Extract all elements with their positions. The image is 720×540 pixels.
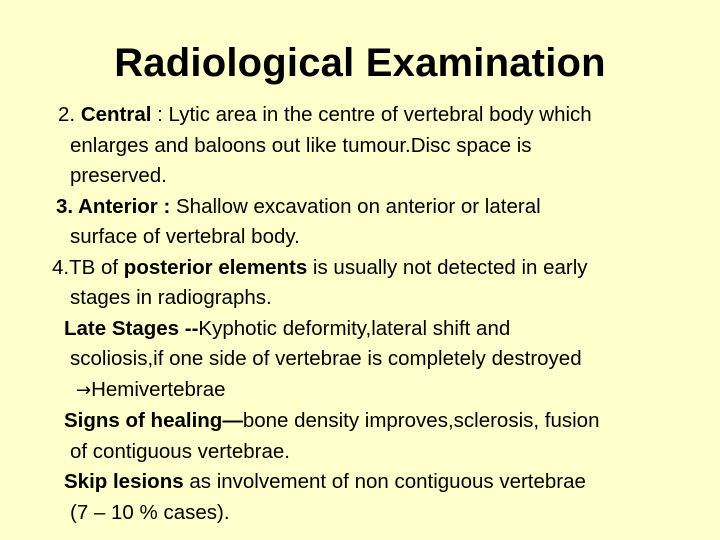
right-arrow-icon: → — [76, 379, 92, 401]
item-healing — [0, 406, 720, 467]
item-posterior-text: is usually not detected in early — [312, 255, 588, 279]
item-central-text: : Lytic area in the centre of vertebral body which — [157, 103, 592, 126]
item-skip-line1 — [0, 467, 720, 498]
item-late-stages — [0, 314, 720, 407]
slide-body — [0, 100, 720, 528]
item-skip-term: Skip lesions — [64, 470, 184, 493]
item-central-line2: enlarges and baloons out like tumour.Disc space is — [70, 133, 532, 157]
item-central-line3: preserved. — [70, 164, 167, 187]
item-posterior-term: posterior elements — [123, 255, 308, 279]
item-posterior-line2: stages in radiographs. — [70, 286, 272, 309]
item-healing-term: Signs of healing— — [64, 409, 243, 432]
slide-title: Radiological Examination — [114, 41, 606, 85]
item-anterior-term: 3. Anterior : — [56, 194, 171, 218]
item-posterior-prefix: 4.TB of — [52, 255, 119, 279]
item-anterior — [0, 192, 720, 253]
item-posterior-line1 — [0, 253, 720, 284]
item-central-term: Central — [80, 103, 152, 126]
item-healing-line2: of contiguous vertebrae. — [70, 439, 290, 463]
item-skip-text: as involvement of non contiguous vertebrae — [189, 470, 586, 493]
item-healing-text: bone density improves,sclerosis, fusion — [242, 409, 600, 432]
item-late-stages-result: Hemivertebrae — [91, 377, 226, 401]
item-anterior-line2: surface of vertebral body. — [70, 225, 300, 248]
item-central-number: 2. — [58, 103, 76, 126]
item-healing-line1 — [0, 406, 720, 437]
item-late-stages-term: Late Stages -- — [64, 316, 199, 340]
item-late-stages-line2: scoliosis,if one side of vertebrae is completely destroyed — [70, 347, 582, 370]
item-anterior-text: Shallow excavation on anterior or lateral — [176, 194, 541, 218]
item-central — [0, 100, 720, 192]
item-central-line1 — [0, 100, 720, 131]
item-posterior — [0, 253, 720, 314]
item-skip — [0, 467, 720, 528]
item-late-stages-line1 — [0, 314, 720, 345]
item-late-stages-text: Kyphotic deformity,lateral shift and — [198, 316, 511, 340]
item-late-stages-line3 — [0, 375, 720, 407]
item-anterior-line1 — [0, 192, 720, 223]
item-skip-line2: (7 – 10 % cases). — [70, 500, 230, 524]
